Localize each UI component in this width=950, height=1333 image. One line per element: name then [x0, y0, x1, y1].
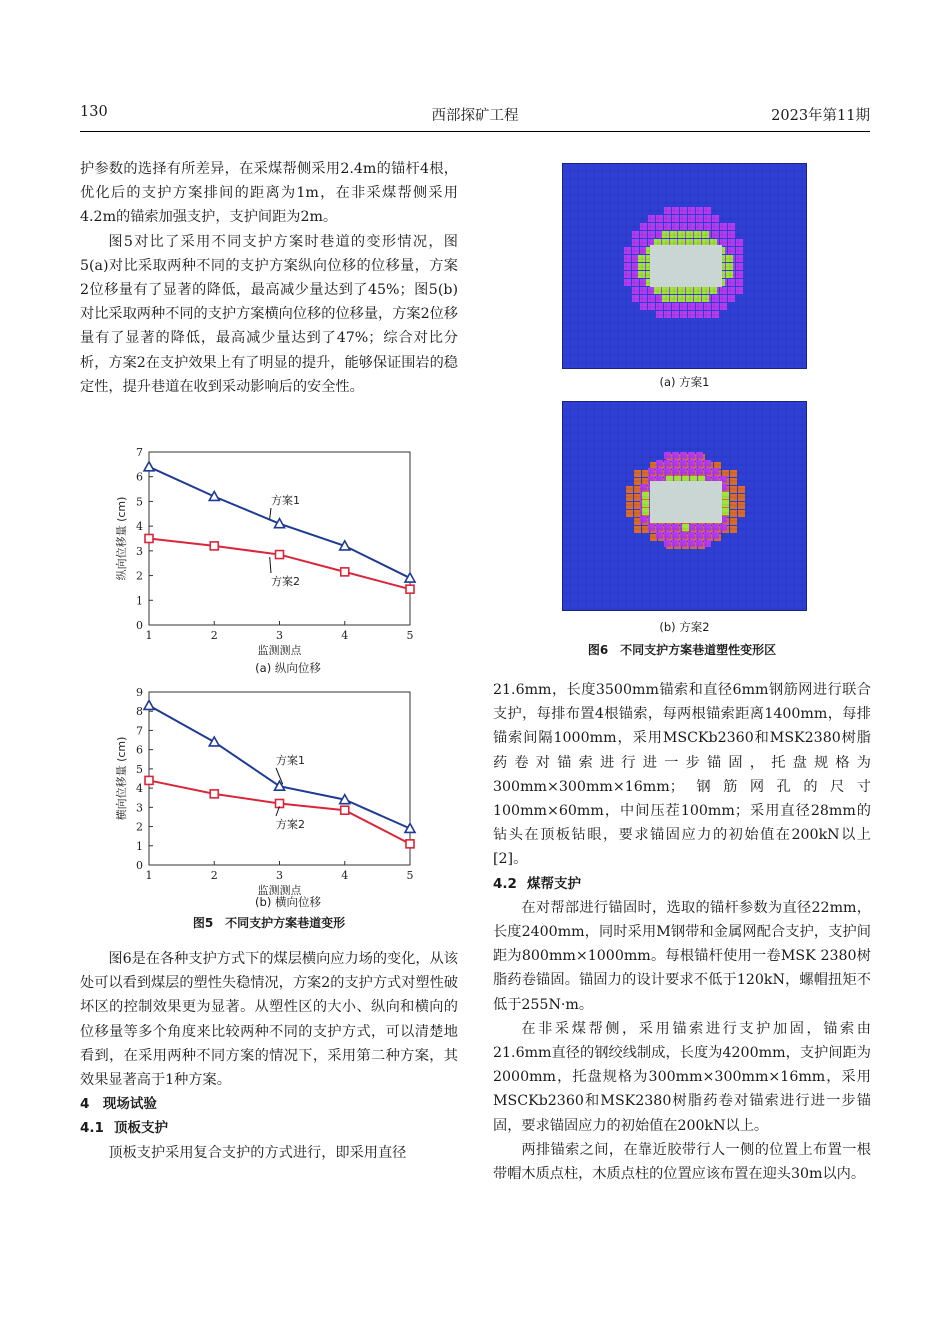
- page-number: 130: [80, 104, 108, 120]
- y-tick-label: 3: [136, 801, 143, 815]
- x-tick-label: 4: [341, 629, 349, 642]
- plastic-zone-cell: [648, 223, 655, 230]
- plot-frame: [149, 452, 410, 625]
- plastic-zone-cell: [670, 239, 677, 246]
- plastic-zone-cell: [696, 532, 703, 539]
- plastic-zone-cell: [712, 215, 719, 222]
- plastic-zone-cell: [720, 524, 727, 531]
- plastic-zone-cell: [648, 295, 655, 302]
- plastic-zone-cell: [632, 231, 639, 238]
- series-label: 方案1: [271, 494, 300, 507]
- plastic-zone-cell: [672, 223, 679, 230]
- figure5-caption: 图5 不同支护方案巷道变形: [192, 916, 346, 930]
- plastic-zone-cell: [736, 271, 743, 278]
- plastic-zone-cell: [624, 279, 631, 286]
- plastic-zone-cell: [632, 279, 639, 286]
- roadway-opening: [650, 245, 722, 287]
- figure6-caption: 图6 不同支护方案巷道塑性变形区: [587, 643, 777, 657]
- plastic-zone-cell: [738, 502, 745, 509]
- plastic-zone-cell: [656, 303, 663, 310]
- data-point: [144, 700, 154, 709]
- figure6b-plastic-zone: [562, 401, 807, 611]
- plastic-zone-cell: [642, 500, 649, 507]
- plastic-zone-cell: [632, 255, 639, 262]
- plastic-zone-cell: [736, 279, 743, 286]
- plastic-zone-cell: [642, 492, 649, 499]
- plastic-zone-cell: [672, 540, 679, 547]
- plastic-zone-cell: [632, 263, 639, 270]
- plastic-zone-cell: [672, 207, 679, 214]
- plastic-zone-cell: [626, 510, 633, 517]
- plastic-zone-cell: [704, 540, 711, 547]
- x-tick-label: 1: [145, 869, 153, 882]
- plastic-zone-cell: [680, 223, 687, 230]
- plastic-zone-cell: [680, 452, 687, 459]
- plastic-zone-cell: [640, 516, 647, 523]
- y-tick-label: 1: [136, 594, 143, 608]
- plastic-zone-cell: [712, 303, 719, 310]
- journal-name: 西部探矿工程: [431, 108, 519, 124]
- data-point: [145, 776, 153, 784]
- plastic-zone-cell: [640, 303, 647, 310]
- paragraph: 护参数的选择有所差异，在采煤帮侧采用2.4m的锚杆4根，优化后的支护方案排间的距离为1m，在非采煤帮侧采用4.2m的锚索加强支护，支护间距为2m。: [80, 161, 458, 226]
- issue-label: 2023年第11期: [771, 108, 870, 124]
- plot-frame: [149, 692, 410, 865]
- data-point: [276, 551, 284, 559]
- data-point: [276, 799, 284, 807]
- x-axis-label: 监测测点: [257, 644, 302, 655]
- plastic-zone-cell: [640, 239, 647, 246]
- plastic-zone-cell: [712, 524, 719, 531]
- plastic-zone-cell: [686, 239, 693, 246]
- x-tick-label: 3: [276, 629, 283, 642]
- plastic-zone-cell: [696, 452, 703, 459]
- plastic-zone-cell: [634, 526, 641, 533]
- plastic-zone-cell: [736, 247, 743, 254]
- plastic-zone-cell: [722, 492, 729, 499]
- figure6a-plastic-zone: [562, 163, 807, 369]
- page-header: [80, 104, 870, 126]
- plastic-zone-cell: [714, 462, 721, 469]
- plastic-zone-cell: [696, 468, 703, 475]
- plastic-zone-cell: [664, 540, 671, 547]
- figure5a-subcaption: (a) 纵向位移: [255, 661, 321, 675]
- x-tick-label: 5: [406, 629, 414, 642]
- plastic-zone-cell: [736, 239, 743, 246]
- data-point: [144, 462, 154, 471]
- plastic-zone-cell: [688, 460, 695, 467]
- plastic-zone-cell: [640, 295, 647, 302]
- data-point: [210, 542, 218, 550]
- plastic-zone-cell: [686, 295, 693, 302]
- plastic-zone-cell: [680, 215, 687, 222]
- data-point: [145, 535, 153, 543]
- plastic-zone-cell: [632, 295, 639, 302]
- plastic-zone-cell: [640, 223, 647, 230]
- data-point: [275, 781, 285, 790]
- plastic-zone-cell: [686, 231, 693, 238]
- subsection-title: 煤帮支护: [527, 875, 581, 892]
- plastic-zone-cell: [702, 239, 709, 246]
- plastic-zone-cell: [654, 287, 661, 294]
- plastic-zone-cell: [738, 486, 745, 493]
- data-point: [406, 840, 414, 848]
- paragraph: 两排锚索之间，在靠近胶带行人一侧的位置上布置一根带帽木质点柱，木质点柱的位置应该布置在迎头30m以内。: [493, 1141, 871, 1183]
- roadway-opening: [650, 481, 722, 523]
- right-column-bottom: [493, 678, 871, 1186]
- plastic-zone-cell: [664, 460, 671, 467]
- plastic-zone-cell: [672, 303, 679, 310]
- plastic-zone-cell: [664, 532, 671, 539]
- data-point: [341, 568, 349, 576]
- plastic-zone-cell: [694, 287, 701, 294]
- plastic-zone-cell: [648, 287, 655, 294]
- y-tick-label: 9: [136, 686, 143, 699]
- plastic-zone-cell: [726, 271, 733, 278]
- plastic-zone-cell: [678, 231, 685, 238]
- plastic-zone-cell: [696, 303, 703, 310]
- plastic-zone-cell: [678, 239, 685, 246]
- plastic-zone-cell: [696, 207, 703, 214]
- plastic-zone-cell: [704, 223, 711, 230]
- paragraph: 图6是在各种支护方式下的煤层横向应力场的变化，从该处可以看到煤层的塑性失稳情况，方案2的支护方式对塑性破坏区的控制效果更为显著。从塑性区的大小、纵向和横向的位移量等多个角度来比较两种不同的支护方式，可以清楚地看到，在采用两种不同方案的情况下，采用第二种方案，其效果显著高于1种方案。: [80, 951, 458, 1089]
- plastic-zone-cell: [640, 247, 647, 254]
- plastic-zone-cell: [712, 532, 719, 539]
- left-column-top: [80, 157, 458, 399]
- plastic-zone-cell: [656, 532, 663, 539]
- plastic-zone-cell: [648, 524, 655, 531]
- plastic-zone-cell: [722, 470, 729, 477]
- plastic-zone-cell: [662, 239, 669, 246]
- plastic-zone-cell: [728, 231, 735, 238]
- paragraph: 在非采煤帮侧，采用锚索进行支护加固，锚索由21.6mm直径的钢绞线制成，长度为4200mm，支护间距为2000mm，托盘规格为300mm×300mm×16mm，采用MSCKb2360和MSK2380树脂药卷对锚索进行进一步锚固，要求锚固应力的初始值在200kN以上。: [493, 1020, 871, 1134]
- plastic-zone-cell: [662, 287, 669, 294]
- y-tick-label: 2: [136, 569, 143, 583]
- plastic-zone-cell: [626, 494, 633, 501]
- plastic-zone-cell: [632, 247, 639, 254]
- y-tick-label: 1: [136, 839, 143, 853]
- plastic-zone-cell: [632, 271, 639, 278]
- y-tick-label: 0: [136, 859, 143, 872]
- plastic-zone-cell: [650, 534, 657, 541]
- figure5b-chart: [108, 680, 428, 895]
- plastic-zone-cell: [678, 295, 685, 302]
- series-label-leader: [270, 508, 271, 519]
- data-point: [405, 573, 415, 582]
- data-point: [406, 585, 414, 593]
- plastic-zone-cell: [702, 231, 709, 238]
- plastic-zone-cell: [712, 295, 719, 302]
- x-tick-label: 2: [210, 629, 218, 642]
- plastic-zone-cell: [728, 223, 735, 230]
- section-heading: 4 现场试验: [80, 1096, 157, 1113]
- plastic-zone-cell: [720, 303, 727, 310]
- subsection-title: 顶板支护: [114, 1120, 168, 1137]
- plastic-zone-cell: [642, 478, 649, 485]
- plastic-zone-cell: [712, 468, 719, 475]
- left-column-bottom: [80, 947, 458, 1165]
- plastic-zone-cell: [670, 295, 677, 302]
- plastic-zone-cell: [728, 295, 735, 302]
- paragraph: 21.6mm，长度3500mm锚索和直径6mm钢筋网进行联合支护，每排布置4根锚索，每两根锚索距离1400mm，每排锚索间隔1000mm，采用MSCKb2360和MSK2380树脂药卷对锚索进行进一步锚固，托盘规格为300mm×300mm×16mm；钢筋网孔的尺寸100mm×60mm，中间压茬100mm；采用直径28mm的钻头在顶板钻眼，要求锚固应力的初始值在200kN以上[2]。: [493, 682, 871, 868]
- plastic-zone-cell: [680, 311, 687, 318]
- plastic-zone-cell: [656, 215, 663, 222]
- plastic-zone-cell: [624, 255, 631, 262]
- x-tick-label: 1: [145, 629, 153, 642]
- plastic-zone-cell: [702, 295, 709, 302]
- plastic-zone-cell: [712, 231, 719, 238]
- plastic-zone-cell: [624, 271, 631, 278]
- plastic-zone-cell: [634, 518, 641, 525]
- figure6b-subcaption: (b) 方案2: [659, 620, 710, 634]
- plastic-zone-cell: [634, 502, 641, 509]
- plastic-zone-cell: [664, 303, 671, 310]
- plastic-zone-cell: [704, 303, 711, 310]
- y-tick-label: 0: [136, 619, 143, 632]
- figure6a-subcaption: (a) 方案1: [659, 375, 710, 389]
- plastic-zone-cell: [702, 287, 709, 294]
- plastic-zone-cell: [672, 460, 679, 467]
- series-label: 方案2: [271, 575, 300, 588]
- plastic-zone-cell: [696, 460, 703, 467]
- plastic-zone-cell: [704, 215, 711, 222]
- plastic-zone-cell: [670, 231, 677, 238]
- plastic-zone-cell: [662, 295, 669, 302]
- plastic-zone-cell: [664, 223, 671, 230]
- plastic-zone-cell: [664, 215, 671, 222]
- plastic-zone-cell: [680, 303, 687, 310]
- plastic-zone-cell: [688, 468, 695, 475]
- plastic-zone-cell: [710, 287, 717, 294]
- header-rule: [80, 131, 870, 132]
- plastic-zone-cell: [712, 311, 719, 318]
- plastic-zone-cell: [738, 494, 745, 501]
- plastic-zone-cell: [632, 239, 639, 246]
- subsection-number: 4.2: [493, 875, 517, 892]
- plastic-zone-cell: [640, 279, 647, 286]
- plastic-zone-cell: [664, 207, 671, 214]
- plastic-zone-cell: [696, 215, 703, 222]
- plastic-zone-cell: [726, 263, 733, 270]
- plastic-zone-cell: [656, 524, 663, 531]
- plastic-zone-cell: [640, 231, 647, 238]
- plastic-zone-cell: [656, 460, 663, 467]
- plastic-zone-cell: [686, 287, 693, 294]
- plastic-zone-cell: [672, 311, 679, 318]
- plastic-zone-cell: [642, 470, 649, 477]
- plastic-zone-cell: [656, 223, 663, 230]
- plastic-zone-cell: [720, 231, 727, 238]
- plastic-zone-cell: [728, 287, 735, 294]
- plastic-zone-cell: [704, 460, 711, 467]
- plastic-zone-cell: [664, 311, 671, 318]
- plastic-zone-cell: [678, 287, 685, 294]
- x-axis-label: 监测测点: [257, 884, 302, 895]
- subsection-heading: [493, 872, 871, 896]
- plastic-zone-cell: [672, 532, 679, 539]
- plastic-zone-cell: [688, 532, 695, 539]
- plastic-zone-cell: [694, 295, 701, 302]
- plastic-zone-cell: [648, 231, 655, 238]
- plastic-zone-cell: [688, 215, 695, 222]
- plastic-zone-cell: [664, 452, 671, 459]
- plastic-zone-cell: [730, 502, 737, 509]
- plastic-zone-cell: [728, 279, 735, 286]
- figure5b-subcaption: (b) 横向位移: [255, 895, 321, 909]
- plastic-zone-cell: [730, 526, 737, 533]
- plastic-zone-cell: [648, 468, 655, 475]
- plastic-zone-cell: [656, 311, 663, 318]
- plastic-zone-cell: [672, 468, 679, 475]
- y-tick-label: 4: [136, 782, 143, 796]
- plastic-zone-cell: [662, 231, 669, 238]
- plastic-zone-cell: [728, 239, 735, 246]
- plastic-zone-cell: [642, 526, 649, 533]
- plastic-zone-cell: [626, 486, 633, 493]
- paragraph: 在对帮部进行锚固时，选取的锚杆参数为直径22mm，长度2400mm，同时采用M钢带和金属网配合支护，支护间距为800mm×1000mm。每根锚杆使用一卷MSK 2380树脂药卷锚固。锚固力的设计要求不低于120kN，螺帽扭矩不低于255N·m。: [493, 899, 871, 1013]
- y-axis-label: 纵向位移量 (cm): [115, 496, 128, 581]
- plastic-zone-cell: [696, 223, 703, 230]
- paragraph: 图5对比了采用不同支护方案时巷道的变形情况，图5(a)对比采取两种不同的支护方案纵向位移的位移量，方案2位移量有了显著的降低，最高减少量达到了45%；图5(b)对比采取两种不同的支护方案横向位移的位移量，方案2位移量有了显著的降低，最高减少量达到了47%；综合对比分析，方案2在支护效果上有了明显的提升，能够保证围岩的稳定性，提升巷道在收到采动影响后的安全性。: [80, 233, 458, 395]
- plastic-zone-cell: [664, 524, 671, 531]
- plastic-zone-cell: [648, 215, 655, 222]
- plastic-zone-cell: [696, 311, 703, 318]
- plastic-zone-cell: [664, 468, 671, 475]
- series-label: 方案2: [276, 818, 305, 831]
- plastic-zone-cell: [632, 287, 639, 294]
- plastic-zone-cell: [672, 215, 679, 222]
- plastic-zone-cell: [626, 502, 633, 509]
- plastic-zone-cell: [624, 263, 631, 270]
- plastic-zone-cell: [670, 287, 677, 294]
- x-tick-label: 4: [341, 869, 349, 882]
- plastic-zone-cell: [624, 247, 631, 254]
- plastic-zone-cell: [694, 231, 701, 238]
- y-tick-label: 2: [136, 820, 143, 834]
- plastic-zone-cell: [638, 271, 645, 278]
- plastic-zone-cell: [672, 524, 679, 531]
- plastic-zone-cell: [648, 239, 655, 246]
- plastic-zone-cell: [680, 460, 687, 467]
- plastic-zone-cell: [720, 295, 727, 302]
- plastic-zone-cell: [634, 494, 641, 501]
- plastic-zone-cell: [696, 524, 703, 531]
- plastic-zone-cell: [696, 540, 703, 547]
- plastic-zone-cell: [688, 540, 695, 547]
- subsection-number: 4.1: [80, 1120, 104, 1137]
- plastic-zone-cell: [688, 303, 695, 310]
- plastic-zone-cell: [682, 524, 689, 531]
- plastic-zone-cell: [738, 510, 745, 517]
- plastic-zone-cell: [634, 478, 641, 485]
- plastic-zone-cell: [704, 207, 711, 214]
- y-tick-label: 6: [136, 470, 143, 484]
- plastic-zone-cell: [640, 287, 647, 294]
- plastic-zone-cell: [680, 207, 687, 214]
- data-point: [210, 790, 218, 798]
- plastic-zone-cell: [638, 263, 645, 270]
- plastic-zone-cell: [730, 510, 737, 517]
- plastic-zone-cell: [704, 468, 711, 475]
- plastic-zone-cell: [688, 207, 695, 214]
- x-tick-label: 5: [406, 869, 414, 882]
- plastic-zone-cell: [672, 452, 679, 459]
- figure5a-chart: [108, 440, 428, 655]
- plastic-zone-cell: [704, 532, 711, 539]
- data-point: [209, 737, 219, 746]
- plastic-zone-cell: [688, 452, 695, 459]
- paragraph: 顶板支护采用复合支护的方式进行，即采用直径: [108, 1144, 407, 1161]
- plastic-zone-cell: [720, 239, 727, 246]
- plastic-zone-cell: [634, 486, 641, 493]
- plastic-zone-cell: [634, 470, 641, 477]
- x-tick-label: 2: [210, 869, 218, 882]
- plastic-zone-cell: [694, 239, 701, 246]
- plastic-zone-cell: [654, 239, 661, 246]
- y-tick-label: 4: [136, 520, 143, 534]
- y-tick-label: 8: [136, 705, 143, 719]
- series-label: 方案1: [276, 754, 305, 767]
- plastic-zone-cell: [704, 311, 711, 318]
- plastic-zone-cell: [638, 255, 645, 262]
- y-tick-label: 7: [136, 446, 143, 459]
- plastic-zone-cell: [688, 223, 695, 230]
- plastic-zone-cell: [680, 468, 687, 475]
- plastic-zone-cell: [730, 478, 737, 485]
- subsection-heading: [80, 1116, 458, 1140]
- plastic-zone-cell: [720, 223, 727, 230]
- plastic-zone-cell: [634, 510, 641, 517]
- plastic-zone-cell: [656, 295, 663, 302]
- x-tick-label: 3: [276, 869, 283, 882]
- y-tick-label: 7: [136, 724, 143, 738]
- plastic-zone-cell: [712, 223, 719, 230]
- plastic-zone-cell: [650, 462, 657, 469]
- plastic-zone-cell: [680, 532, 687, 539]
- plastic-zone-cell: [726, 255, 733, 262]
- plastic-zone-cell: [736, 255, 743, 262]
- plastic-zone-cell: [710, 239, 717, 246]
- plastic-zone-cell: [736, 263, 743, 270]
- plastic-zone-cell: [688, 311, 695, 318]
- plastic-zone-cell: [640, 484, 647, 491]
- plastic-zone-cell: [642, 508, 649, 515]
- plastic-zone-cell: [688, 524, 695, 531]
- plastic-zone-cell: [720, 287, 727, 294]
- plastic-zone-cell: [730, 486, 737, 493]
- plastic-zone-cell: [730, 494, 737, 501]
- plastic-zone-cell: [656, 231, 663, 238]
- plastic-zone-cell: [730, 470, 737, 477]
- plastic-zone-cell: [736, 287, 743, 294]
- y-tick-label: 3: [136, 544, 143, 558]
- y-tick-label: 5: [136, 762, 143, 776]
- data-point: [341, 806, 349, 814]
- plastic-zone-cell: [722, 508, 729, 515]
- y-tick-label: 5: [136, 495, 143, 509]
- plastic-zone-cell: [730, 518, 737, 525]
- plastic-zone-cell: [656, 468, 663, 475]
- plastic-zone-cell: [704, 524, 711, 531]
- plastic-zone-cell: [648, 303, 655, 310]
- y-axis-label: 横向位移量 (cm): [115, 736, 128, 821]
- plastic-zone-cell: [722, 500, 729, 507]
- series-label-leader: [270, 557, 271, 573]
- y-tick-label: 6: [136, 743, 143, 757]
- plastic-zone-cell: [728, 247, 735, 254]
- plastic-zone-cell: [680, 540, 687, 547]
